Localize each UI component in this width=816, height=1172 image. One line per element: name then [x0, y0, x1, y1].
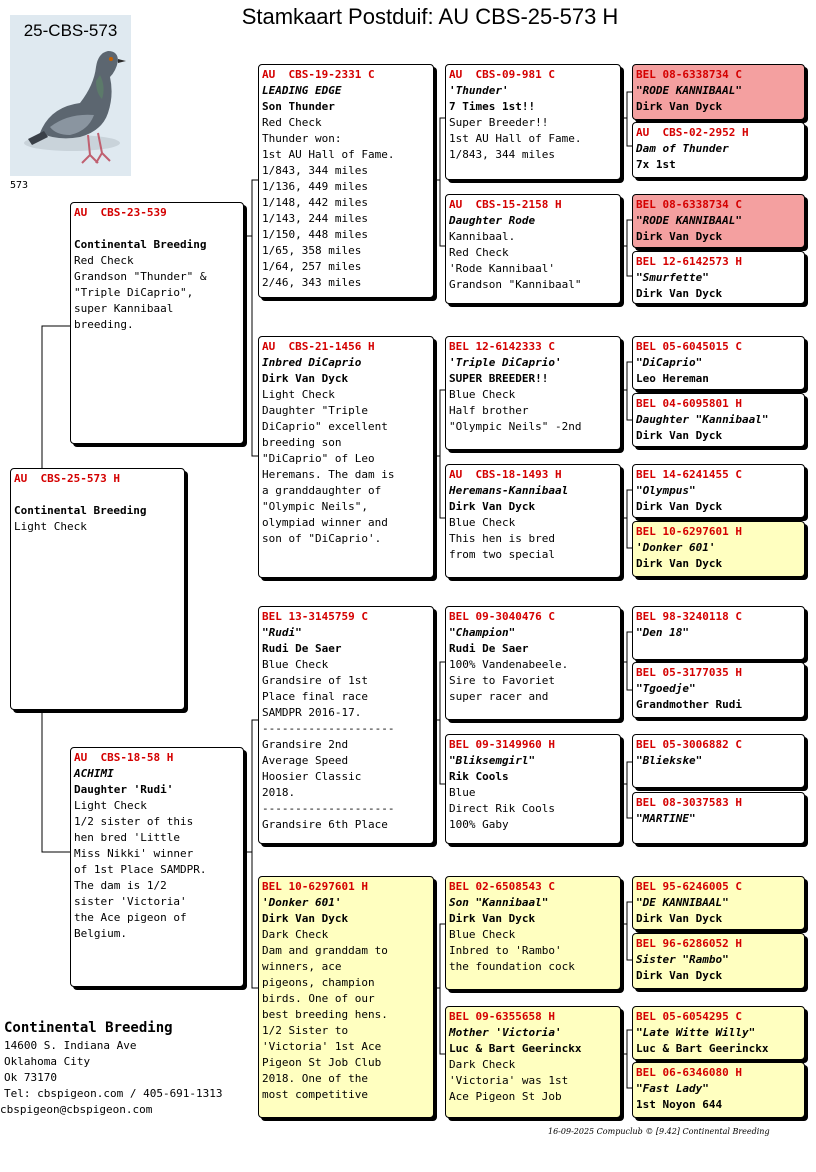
detail-line: This hen is bred	[449, 532, 555, 545]
ring-number: AU CBS-02-2952 H	[636, 126, 749, 139]
pigeon-name: "Champion"	[449, 626, 516, 639]
card-details	[636, 968, 801, 984]
pigeon-name: "Bliksemgirl"	[449, 754, 536, 767]
ring-number: BEL 12-6142573 H	[636, 255, 742, 268]
pigeon-name: "Den 18"	[636, 626, 689, 639]
card-details	[449, 1041, 617, 1105]
detail-line: from two special	[449, 548, 555, 561]
detail-line: Dirk Van Dyck	[449, 912, 536, 925]
detail-line: Daughter 'Rudi'	[74, 783, 174, 796]
pigeon-name: 'Donker 601'	[262, 896, 342, 909]
ring-number: BEL 09-6355658 H	[449, 1010, 555, 1023]
ring-number: BEL 12-6142333 C	[449, 340, 555, 353]
ring-number: BEL 08-6338734 C	[636, 198, 742, 211]
detail-line: Son Thunder	[262, 100, 335, 113]
ring-number: BEL 13-3145759 C	[262, 610, 368, 623]
pigeon-name: "Fast Lady"	[636, 1082, 709, 1095]
card-details	[636, 697, 801, 713]
detail-line: Grandson "Thunder" &	[74, 270, 207, 283]
pedigree-card-mmf[interactable]	[445, 876, 621, 990]
detail-line: 'Victoria' was 1st	[449, 1074, 569, 1087]
pedigree-card-g7[interactable]	[632, 464, 805, 518]
ring-number: BEL 98-3240118 C	[636, 610, 742, 623]
card-details	[74, 782, 240, 942]
detail-line: Grandson "Kannibaal"	[449, 278, 582, 291]
detail-line: Inbred to 'Rambo'	[449, 944, 562, 957]
pigeon-name: "Smurfette"	[636, 271, 709, 284]
detail-line: best breeding hens.	[262, 1008, 388, 1021]
ring-number: AU CBS-25-573 H	[14, 472, 120, 485]
detail-line: Dirk Van Dyck	[636, 287, 723, 300]
pedigree-card-mfm[interactable]	[445, 734, 621, 844]
detail-line: Grandsire 6th Place	[262, 818, 388, 831]
breeder-address-line1: 14600 S. Indiana Ave	[4, 1039, 137, 1052]
card-details	[262, 911, 430, 1103]
detail-line: "Triple DiCaprio",	[74, 286, 194, 299]
detail-line: Grandsire 2nd	[262, 738, 349, 751]
detail-line: super racer and	[449, 690, 549, 703]
detail-line: super Kannibaal	[74, 302, 174, 315]
breeder-address-line3: Ok 73170	[4, 1071, 57, 1084]
detail-line: Dirk Van Dyck	[636, 912, 723, 925]
card-details	[636, 911, 801, 927]
pedigree-card-fmf[interactable]	[445, 336, 621, 450]
detail-line: of 1st Place SAMDPR.	[74, 863, 207, 876]
detail-line: Place final race	[262, 690, 368, 703]
detail-line: Kannibaal.	[449, 230, 516, 243]
pigeon-name: "DE KANNIBAAL"	[636, 896, 729, 909]
detail-line: Dirk Van Dyck	[636, 969, 723, 982]
card-details	[449, 371, 617, 435]
pigeon-name: "RODE KANNIBAAL"	[636, 84, 742, 97]
detail-line: The dam is 1/2	[74, 879, 167, 892]
pedigree-card-g3[interactable]	[632, 194, 805, 248]
ring-number: AU CBS-19-2331 C	[262, 68, 375, 81]
detail-line: Direct Rik Cools	[449, 802, 555, 815]
breeder-address-line2: Oklahoma City	[4, 1055, 91, 1068]
detail-line: Continental Breeding	[14, 504, 147, 517]
detail-line: 'Victoria' 1st Ace	[262, 1040, 382, 1053]
pedigree-card-subject[interactable]	[10, 468, 185, 710]
ring-number: BEL 05-3006882 C	[636, 738, 742, 751]
detail-line: Belgium.	[74, 927, 127, 940]
card-details	[449, 641, 617, 705]
breeder-info	[0, 1018, 223, 1118]
ring-number: AU CBS-18-1493 H	[449, 468, 562, 481]
detail-line: 100% Vandenabeele.	[449, 658, 569, 671]
detail-line: Blue Check	[449, 388, 516, 401]
detail-line: Thunder won:	[262, 132, 342, 145]
detail-line: most competitive	[262, 1088, 368, 1101]
card-details	[449, 99, 617, 163]
detail-line: 1/2 Sister to	[262, 1024, 349, 1037]
pedigree-card-g8[interactable]	[632, 521, 805, 577]
card-details	[636, 99, 801, 115]
pedigree-card-fm[interactable]	[258, 336, 434, 578]
page-title: Stamkaart Postduif: AU CBS-25-573 H	[241, 4, 619, 29]
detail-line: hen bred 'Little	[74, 831, 180, 844]
detail-line: 1/143, 244 miles	[262, 212, 368, 225]
detail-line: Sire to Favoriet	[449, 674, 555, 687]
pigeon-name: "Bliekske"	[636, 754, 703, 767]
card-details	[262, 641, 430, 833]
pedigree-card-mm[interactable]	[258, 876, 434, 1118]
pigeon-name: "Late Witte Willy"	[636, 1026, 756, 1039]
card-details	[449, 229, 617, 293]
detail-line: 1st AU Hall of Fame.	[262, 148, 395, 161]
pedigree-card-g15[interactable]	[632, 1006, 805, 1060]
detail-line: Heremans. The dam is	[262, 468, 395, 481]
detail-line: the foundation cock	[449, 960, 575, 973]
detail-line: Ace Pigeon St Job	[449, 1090, 562, 1103]
pedigree-card-fmm[interactable]	[445, 464, 621, 578]
footer-note: 16-09-2025 Compuclub © [9.42] Continental Breeding	[548, 1127, 770, 1136]
pedigree-card-mf[interactable]	[258, 606, 434, 844]
ring-number: AU CBS-21-1456 H	[262, 340, 375, 353]
detail-line: Super Breeder!!	[449, 116, 549, 129]
pedigree-card-g4[interactable]	[632, 251, 805, 304]
pigeon-name: "DiCaprio"	[636, 356, 703, 369]
detail-line: Half brother	[449, 404, 529, 417]
detail-line: 2/46, 343 miles	[262, 276, 362, 289]
detail-line: breeding son	[262, 436, 342, 449]
detail-line: 1/148, 442 miles	[262, 196, 368, 209]
detail-line: "DiCaprio" of Leo	[262, 452, 375, 465]
pedigree-card-g6[interactable]	[632, 393, 805, 447]
detail-line: Dirk Van Dyck	[262, 912, 349, 925]
pedigree-card-mother[interactable]	[70, 747, 244, 987]
ring-number: AU CBS-18-58 H	[74, 751, 174, 764]
pigeon-name: Inbred DiCaprio	[262, 356, 362, 369]
detail-line: Red Check	[74, 254, 134, 267]
card-details	[636, 371, 801, 387]
breeder-contact: Tel: cbspigeon.com / 405-691-1313	[4, 1087, 223, 1100]
detail-line: 1/136, 449 miles	[262, 180, 368, 193]
card-details	[262, 99, 430, 291]
ring-number: AU CBS-15-2158 H	[449, 198, 562, 211]
detail-line: DiCaprio" excellent	[262, 420, 388, 433]
detail-line	[74, 221, 240, 237]
detail-line: 1/150, 448 miles	[262, 228, 368, 241]
ring-number: AU CBS-09-981 C	[449, 68, 555, 81]
pedigree-card-g12[interactable]	[632, 792, 805, 844]
pedigree-card-mff[interactable]	[445, 606, 621, 720]
detail-line: 100% Gaby	[449, 818, 509, 831]
card-details	[449, 769, 617, 833]
detail-line: Blue Check	[449, 928, 516, 941]
detail-line: --------------------	[262, 802, 395, 815]
card-details	[636, 1097, 801, 1113]
card-details	[449, 499, 617, 563]
pigeon-name: 'Triple DiCaprio'	[449, 356, 562, 369]
detail-line: Daughter "Triple	[262, 404, 368, 417]
card-details	[636, 1041, 801, 1057]
detail-line: Dirk Van Dyck	[636, 557, 723, 570]
breeder-name: Continental Breeding	[4, 1020, 173, 1036]
detail-line: 2018.	[262, 786, 296, 799]
ring-number: BEL 05-6045015 C	[636, 340, 742, 353]
detail-line: winners, ace	[262, 960, 342, 973]
detail-line: Dirk Van Dyck	[262, 372, 349, 385]
detail-line: Continental Breeding	[74, 238, 207, 251]
pigeon-name: "Rudi"	[262, 626, 302, 639]
detail-line: Leo Hereman	[636, 372, 709, 385]
pedigree-card-g13[interactable]	[632, 876, 805, 930]
pigeon-name: Sister "Rambo"	[636, 953, 729, 966]
card-details	[636, 428, 801, 444]
detail-line: Dirk Van Dyck	[636, 500, 723, 513]
ring-number: BEL 09-3149960 H	[449, 738, 555, 751]
detail-line: pigeons, champion	[262, 976, 375, 989]
detail-line: Light Check	[14, 520, 87, 533]
detail-line: SUPER BREEDER!!	[449, 372, 549, 385]
detail-line: 1/843, 344 miles	[449, 148, 555, 161]
detail-line: "Olympic Neils",	[262, 500, 368, 513]
ring-number: BEL 08-6338734 C	[636, 68, 742, 81]
pedigree-card-ffm[interactable]	[445, 194, 621, 304]
detail-line: 2018. One of the	[262, 1072, 368, 1085]
detail-line: breeding.	[74, 318, 134, 331]
detail-line: Dam and granddam to	[262, 944, 388, 957]
ring-number: BEL 02-6508543 C	[449, 880, 555, 893]
detail-line: Light Check	[74, 799, 147, 812]
detail-line: Grandmother Rudi	[636, 698, 742, 711]
pigeon-name: "Tgoedje"	[636, 682, 696, 695]
pedigree-card-g9[interactable]	[632, 606, 805, 660]
pedigree-card-g14[interactable]	[632, 933, 805, 989]
detail-line: Rudi De Saer	[449, 642, 529, 655]
detail-line: 1st Noyon 644	[636, 1098, 723, 1111]
detail-line: 1/843, 344 miles	[262, 164, 368, 177]
detail-line: Dark Check	[449, 1058, 516, 1071]
detail-line: 1/2 sister of this	[74, 815, 194, 828]
pedigree-card-g1[interactable]	[632, 64, 805, 120]
detail-line: 1/64, 257 miles	[262, 260, 362, 273]
pigeon-name: ACHIMI	[74, 767, 114, 780]
pedigree-card-g16[interactable]	[632, 1062, 805, 1118]
pigeon-name: Dam of Thunder	[636, 142, 729, 155]
detail-line: Average Speed	[262, 754, 349, 767]
pigeon-name: Mother 'Victoria'	[449, 1026, 562, 1039]
detail-line: Blue Check	[262, 658, 329, 671]
detail-line: Blue Check	[449, 516, 516, 529]
ring-number: BEL 14-6241455 C	[636, 468, 742, 481]
detail-line	[14, 487, 181, 503]
pedigree-card-g5[interactable]	[632, 336, 805, 390]
detail-line: Dark Check	[262, 928, 329, 941]
detail-line: Dirk Van Dyck	[636, 230, 723, 243]
detail-line: Rik Cools	[449, 770, 509, 783]
ring-number: BEL 10-6297601 H	[262, 880, 368, 893]
detail-line: SAMDPR 2016-17.	[262, 706, 362, 719]
pigeon-name: Daughter Rode	[449, 214, 536, 227]
card-details	[636, 286, 801, 302]
detail-line: son of "DiCaprio'.	[262, 532, 382, 545]
detail-line: Light Check	[262, 388, 335, 401]
card-details	[636, 229, 801, 245]
detail-line: 7 Times 1st!!	[449, 100, 536, 113]
pedigree-card-father[interactable]	[70, 202, 244, 444]
photo-caption: 573	[10, 180, 29, 191]
card-details	[636, 157, 801, 173]
detail-line: Pigeon St Job Club	[262, 1056, 382, 1069]
detail-line: Dirk Van Dyck	[636, 100, 723, 113]
ring-number: BEL 09-3040476 C	[449, 610, 555, 623]
card-details	[636, 499, 801, 515]
detail-line: 1/65, 358 miles	[262, 244, 362, 257]
detail-line: 'Rode Kannibaal'	[449, 262, 555, 275]
card-details	[74, 221, 240, 333]
detail-line: the Ace pigeon of	[74, 911, 187, 924]
detail-line: Red Check	[449, 246, 509, 259]
card-details	[14, 487, 181, 535]
ring-number: AU CBS-23-539	[74, 206, 167, 219]
ring-number: BEL 05-6054295 C	[636, 1010, 742, 1023]
breeder-email: cbspigeon@cbspigeon.com	[0, 1103, 153, 1116]
detail-line: Luc & Bart Geerinckx	[449, 1042, 582, 1055]
detail-line: a granddaughter of	[262, 484, 382, 497]
ring-number: BEL 08-3037583 H	[636, 796, 742, 809]
detail-line: Blue	[449, 786, 476, 799]
detail-line: Red Check	[262, 116, 322, 129]
pigeon-name: Heremans-Kannibaal	[449, 484, 569, 497]
ring-number: BEL 04-6095801 H	[636, 397, 742, 410]
card-details	[449, 911, 617, 975]
pigeon-name: Daughter "Kannibaal"	[636, 413, 769, 426]
pigeon-name: 'Thunder'	[449, 84, 509, 97]
ring-number: BEL 95-6246005 C	[636, 880, 742, 893]
pedigree-card-fff[interactable]	[445, 64, 621, 180]
ring-number: BEL 05-3177035 H	[636, 666, 742, 679]
pedigree-card-mmm[interactable]	[445, 1006, 621, 1118]
detail-line: birds. One of our	[262, 992, 375, 1005]
card-details	[636, 556, 801, 572]
detail-line: 1st AU Hall of Fame.	[449, 132, 582, 145]
pedigree-card-g2[interactable]	[632, 122, 805, 178]
ring-number: BEL 96-6286052 H	[636, 937, 742, 950]
pigeon-name: "Olympus"	[636, 484, 696, 497]
card-details	[262, 371, 430, 547]
detail-line: Grandsire of 1st	[262, 674, 368, 687]
detail-line: --------------------	[262, 722, 395, 735]
detail-line: Dirk Van Dyck	[636, 429, 723, 442]
pedigree-card-g11[interactable]	[632, 734, 805, 788]
detail-line: Rudi De Saer	[262, 642, 342, 655]
detail-line: Miss Nikki' winner	[74, 847, 194, 860]
detail-line: sister 'Victoria'	[74, 895, 187, 908]
ring-number: BEL 10-6297601 H	[636, 525, 742, 538]
detail-line: Luc & Bart Geerinckx	[636, 1042, 769, 1055]
pedigree-card-g10[interactable]	[632, 662, 805, 718]
ring-number: BEL 06-6346080 H	[636, 1066, 742, 1079]
pedigree-card-ff[interactable]	[258, 64, 434, 298]
detail-line: "Olympic Neils" -2nd	[449, 420, 582, 433]
detail-line: Dirk Van Dyck	[449, 500, 536, 513]
pigeon-name: Son "Kannibaal"	[449, 896, 549, 909]
detail-line: olympiad winner and	[262, 516, 388, 529]
pigeon-name: "MARTINE"	[636, 812, 696, 825]
detail-line: 7x 1st	[636, 158, 676, 171]
photo-label: 25-CBS-573	[23, 21, 118, 40]
pigeon-name: LEADING EDGE	[262, 84, 342, 97]
pigeon-name: 'Donker 601'	[636, 541, 716, 554]
pigeon-name: "RODE KANNIBAAL"	[636, 214, 742, 227]
detail-line: Hoosier Classic	[262, 770, 362, 783]
